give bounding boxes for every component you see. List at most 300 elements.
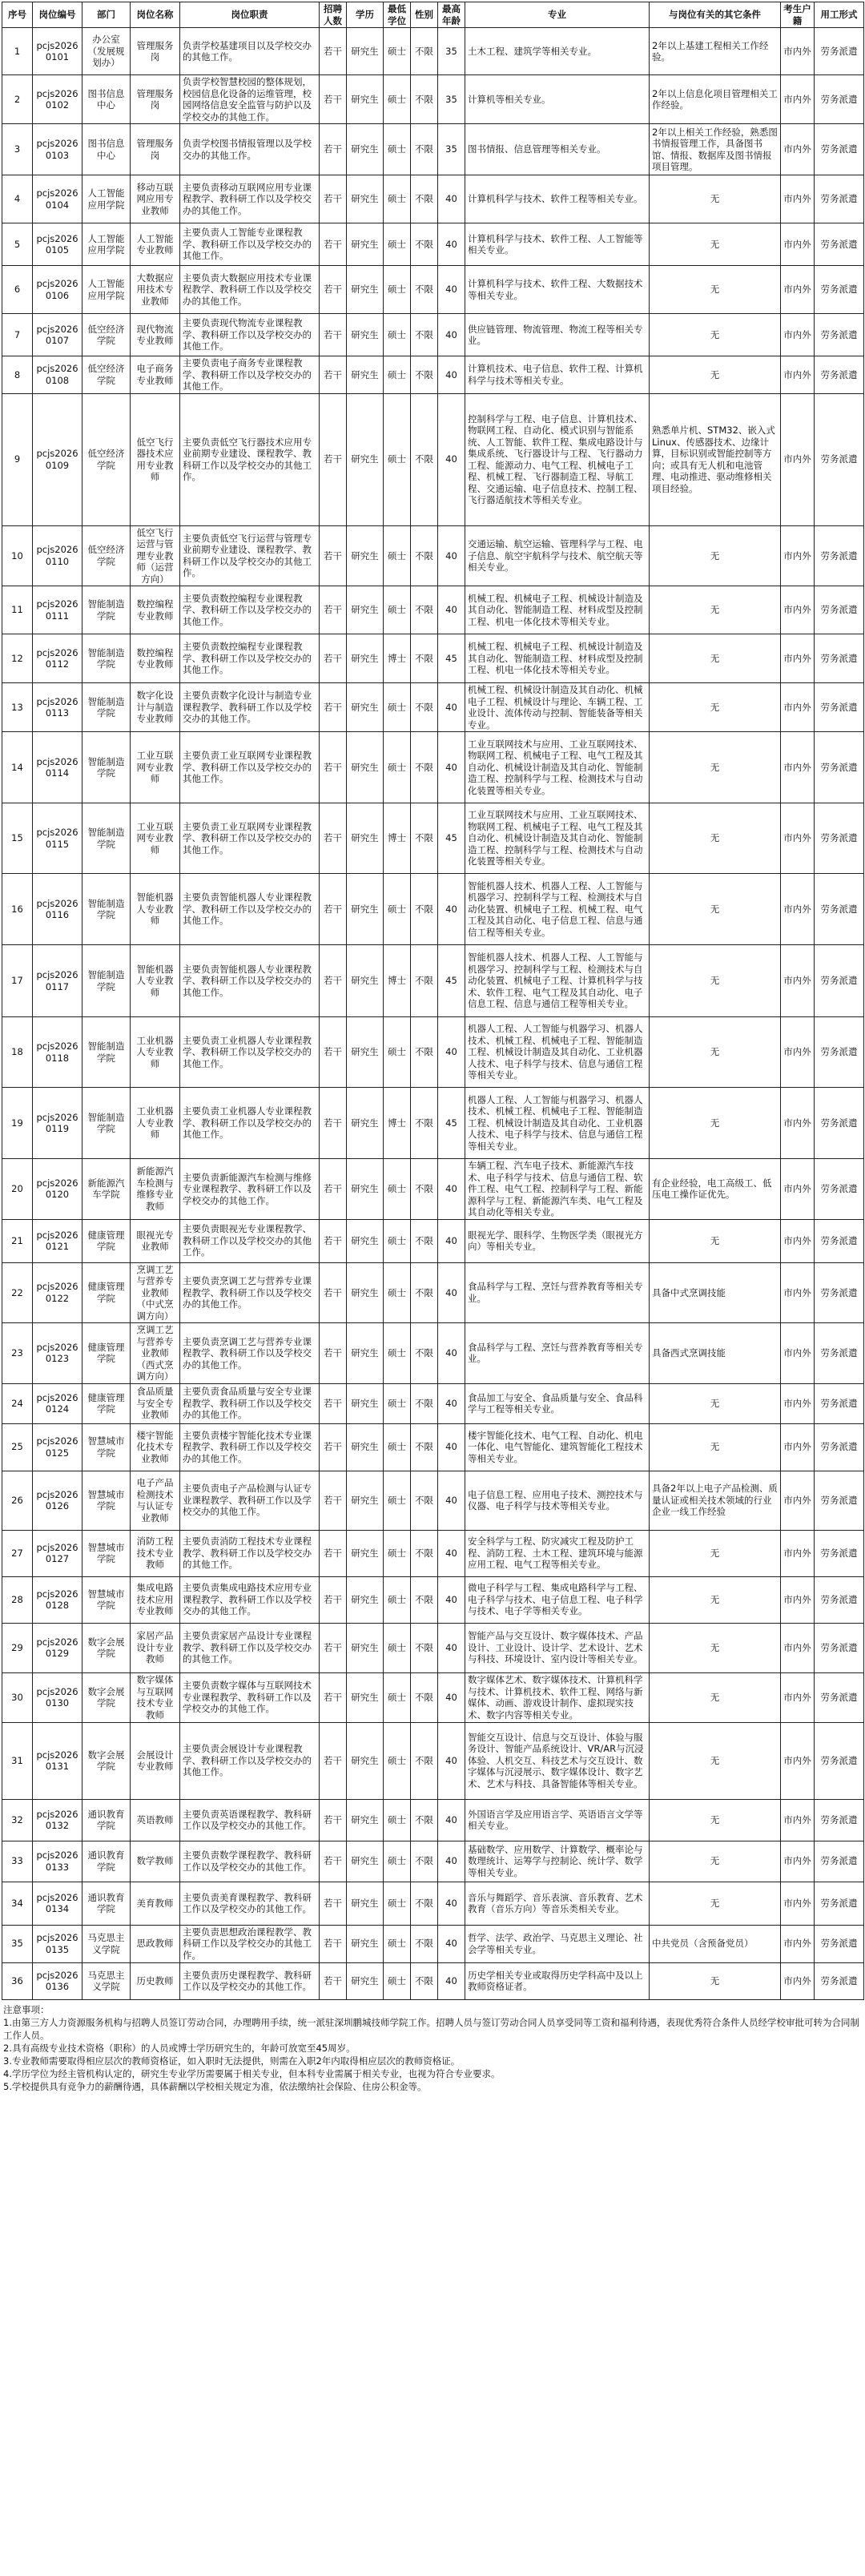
table-cell: 烹调工艺与营养专业教师（中式烹调方向） [131, 1262, 180, 1323]
table-cell: 研究生 [347, 1383, 384, 1423]
table-cell: pcjs20260117 [33, 945, 82, 1017]
table-cell: 24 [2, 1383, 33, 1423]
table-cell: pcjs20260135 [33, 1925, 82, 1962]
table-cell: 负责学校基建项目以及学校交办的其他工作。 [180, 28, 320, 75]
table-cell: 主要负责低空飞行运营与管理专业前期专业建设、课程教学、教科研工作以及学校交办的其他工作。 [180, 525, 320, 586]
table-cell: 不限 [411, 1471, 438, 1530]
table-cell: pcjs20260133 [33, 1841, 82, 1882]
table-cell: 28 [2, 1576, 33, 1623]
table-cell: 主要负责电子商务专业课程教学、教科研工作以及学校交办的其他工作。 [180, 356, 320, 394]
table-cell: 无 [650, 1799, 781, 1841]
table-cell: 若干 [320, 1471, 347, 1530]
table-cell: pcjs20260128 [33, 1576, 82, 1623]
table-cell: 40 [438, 683, 465, 732]
table-cell: 40 [438, 1841, 465, 1882]
table-cell: 工业机器人专业教师 [131, 1088, 180, 1159]
table-cell: 市内外 [781, 266, 815, 314]
table-cell: 劳务派遣 [815, 1841, 864, 1882]
table-cell: 不限 [411, 1323, 438, 1384]
table-cell: 外国语言学及应用语言学、英语语言文学等相关专业。 [465, 1799, 650, 1841]
table-cell: 33 [2, 1841, 33, 1882]
table-cell: 工业互联网专业教师 [131, 803, 180, 874]
table-cell: 智能机器人专业教师 [131, 945, 180, 1017]
table-cell: 低空经济学院 [82, 393, 131, 525]
table-cell: 智能制造学院 [82, 874, 131, 945]
table-cell: 市内外 [781, 124, 815, 175]
table-cell: 眼视光学、眼科学、生物医学类（眼视光方向）等相关专业。 [465, 1219, 650, 1262]
table-cell: 市内外 [781, 1219, 815, 1262]
table-cell: pcjs20260119 [33, 1088, 82, 1159]
table-cell: 研究生 [347, 1722, 384, 1799]
table-cell: 博士 [384, 1088, 411, 1159]
table-cell: 40 [438, 1323, 465, 1384]
table-cell: 无 [650, 586, 781, 634]
table-cell: 主要负责数字媒体与互联网技术专业课程教学、教科研工作以及学校交办的其他工作。 [180, 1672, 320, 1722]
table-cell: 主要负责英语课程教学、教科研工作以及学校交办的其他工作。 [180, 1799, 320, 1841]
table-cell: 劳务派遣 [815, 28, 864, 75]
table-cell: 2 [2, 75, 33, 124]
table-row [2, 175, 864, 223]
table-cell: 市内外 [781, 75, 815, 124]
table-cell: 15 [2, 803, 33, 874]
table-cell: 研究生 [347, 1219, 384, 1262]
table-cell: 若干 [320, 1962, 347, 1999]
table-cell: pcjs20260120 [33, 1159, 82, 1220]
recruitment-document [2, 2, 863, 2093]
table-cell: 若干 [320, 945, 347, 1017]
table-cell: 劳务派遣 [815, 124, 864, 175]
table-cell: pcjs20260103 [33, 124, 82, 175]
table-cell: 现代物流专业教师 [131, 314, 180, 356]
table-row [2, 1672, 864, 1722]
table-cell: 劳务派遣 [815, 1799, 864, 1841]
table-cell: 硕士 [384, 1925, 411, 1962]
table-cell: 40 [438, 1262, 465, 1323]
table-cell: 2年以上信息化项目管理相关工作经验。 [650, 75, 781, 124]
table-cell: 若干 [320, 1530, 347, 1576]
table-cell: 硕士 [384, 266, 411, 314]
table-cell: 不限 [411, 223, 438, 266]
table-cell: 劳务派遣 [815, 803, 864, 874]
column-header: 考生户籍 [781, 2, 815, 28]
table-cell: 无 [650, 175, 781, 223]
table-cell: 26 [2, 1471, 33, 1530]
table-cell: 研究生 [347, 314, 384, 356]
table-cell: 智能制造学院 [82, 1017, 131, 1088]
table-cell: 有企业经验，电工高级工、低压电工操作证优先。 [650, 1159, 781, 1220]
table-row [2, 1576, 864, 1623]
table-cell: pcjs20260110 [33, 525, 82, 586]
table-cell: 具备中式烹调技能 [650, 1262, 781, 1323]
table-cell: 35 [2, 1925, 33, 1962]
table-row [2, 1962, 864, 1999]
table-cell: 无 [650, 1672, 781, 1722]
table-cell: 若干 [320, 393, 347, 525]
table-cell: 不限 [411, 1383, 438, 1423]
table-cell: 23 [2, 1323, 33, 1384]
table-cell: 负责学校图书情报管理以及学校交办的其他工作。 [180, 124, 320, 175]
table-cell: 人工智能应用学院 [82, 266, 131, 314]
table-cell: 主要负责会展设计专业课程教学、教科研工作以及学校交办的其他工作。 [180, 1722, 320, 1799]
table-cell: 劳务派遣 [815, 266, 864, 314]
table-cell: 硕士 [384, 525, 411, 586]
table-row [2, 1423, 864, 1471]
table-cell: 主要负责工业互联网专业课程教学、教科研工作以及学校交办的其他工作。 [180, 803, 320, 874]
table-cell: 40 [438, 732, 465, 803]
table-cell: 主要负责眼视光专业课程教学、教科研工作以及学校交办的其他工作。 [180, 1219, 320, 1262]
table-cell: 无 [650, 1882, 781, 1925]
table-cell: 研究生 [347, 124, 384, 175]
table-cell: 若干 [320, 28, 347, 75]
table-cell: 不限 [411, 1262, 438, 1323]
table-cell: 不限 [411, 266, 438, 314]
table-cell: 会展设计专业教师 [131, 1722, 180, 1799]
column-header: 性别 [411, 2, 438, 28]
table-cell: 智能制造学院 [82, 634, 131, 683]
table-cell: 美育教师 [131, 1882, 180, 1925]
table-cell: 通识教育学院 [82, 1799, 131, 1841]
table-cell: 智能制造学院 [82, 1088, 131, 1159]
table-cell: 硕士 [384, 1017, 411, 1088]
table-cell: 劳务派遣 [815, 1471, 864, 1530]
table-cell: 市内外 [781, 1623, 815, 1672]
table-cell: 智能机器人技术、机器人工程、人工智能与机器学习、控制科学与工程、检测技术与自动化装置、机械电子工程、机械工程、电气工程及其自动化、电子信息工程、信息与通信工程等相关专业。 [465, 874, 650, 945]
table-cell: pcjs20260122 [33, 1262, 82, 1323]
table-cell: 不限 [411, 175, 438, 223]
table-row [2, 1623, 864, 1672]
table-cell: 硕士 [384, 1962, 411, 1999]
note-item: 2.具有高级专业技术资格（职称）的人员或博士学历研究生的，年龄可放宽至45周岁。 [3, 2042, 356, 2054]
table-cell: 智能制造学院 [82, 586, 131, 634]
table-cell: 移动互联网应用专业教师 [131, 175, 180, 223]
table-cell: 智能制造学院 [82, 945, 131, 1017]
table-row [2, 525, 864, 586]
table-cell: 市内外 [781, 732, 815, 803]
table-cell: pcjs20260102 [33, 75, 82, 124]
table-cell: 工业互联网技术与应用、工业互联网技术、物联网工程、机械电子工程、电气工程及其自动化、机械设计制造及其自动化、智能制造工程、控制科学与工程、检测技术与自动化装置等相关专业。 [465, 803, 650, 874]
table-cell: 17 [2, 945, 33, 1017]
table-cell: 主要负责烹调工艺与营养专业课程教学、教科研工作以及学校交办的其他工作。 [180, 1323, 320, 1384]
table-cell: 硕士 [384, 874, 411, 945]
table-cell: 数字会展学院 [82, 1722, 131, 1799]
table-cell: 不限 [411, 634, 438, 683]
table-cell: 若干 [320, 634, 347, 683]
table-cell: 硕士 [384, 1423, 411, 1471]
table-cell: pcjs20260127 [33, 1530, 82, 1576]
table-cell: 硕士 [384, 1841, 411, 1882]
table-cell: 40 [438, 1672, 465, 1722]
table-cell: 不限 [411, 1088, 438, 1159]
table-cell: 19 [2, 1088, 33, 1159]
table-cell: pcjs20260113 [33, 683, 82, 732]
table-cell: 若干 [320, 356, 347, 394]
table-cell: 研究生 [347, 634, 384, 683]
table-cell: 研究生 [347, 803, 384, 874]
table-cell: 40 [438, 266, 465, 314]
table-cell: 14 [2, 732, 33, 803]
table-cell: 研究生 [347, 874, 384, 945]
table-cell: 研究生 [347, 1323, 384, 1384]
table-cell: 管理服务岗 [131, 124, 180, 175]
table-cell: 不限 [411, 1925, 438, 1962]
table-cell: 市内外 [781, 356, 815, 394]
table-cell: 数字化设计与制造专业教师 [131, 683, 180, 732]
table-cell: 劳务派遣 [815, 75, 864, 124]
table-cell: 无 [650, 1017, 781, 1088]
table-cell: 劳务派遣 [815, 874, 864, 945]
table-cell: 主要负责低空飞行器技术应用专业前期专业建设、课程教学、教科研工作以及学校交办的其他工作。 [180, 393, 320, 525]
table-cell: 食品加工与安全、食品质量与安全、食品科学与工程等相关专业。 [465, 1383, 650, 1423]
table-row [2, 1323, 864, 1384]
table-cell: 不限 [411, 28, 438, 75]
table-cell: 主要负责家居产品设计专业课程教学、教科研工作以及学校交办的其他工作。 [180, 1623, 320, 1672]
table-cell: 硕士 [384, 75, 411, 124]
table-cell: 博士 [384, 803, 411, 874]
table-cell: 市内外 [781, 1471, 815, 1530]
table-cell: 5 [2, 223, 33, 266]
table-cell: 硕士 [384, 1882, 411, 1925]
table-cell: 工业互联网专业教师 [131, 732, 180, 803]
table-cell: 无 [650, 266, 781, 314]
table-cell: 不限 [411, 1017, 438, 1088]
table-cell: 无 [650, 314, 781, 356]
table-cell: 电子商务专业教师 [131, 356, 180, 394]
table-cell: 无 [650, 732, 781, 803]
table-cell: 博士 [384, 945, 411, 1017]
table-cell: 劳务派遣 [815, 1962, 864, 1999]
table-cell: 硕士 [384, 1219, 411, 1262]
table-cell: 40 [438, 1925, 465, 1962]
table-cell: 低空经济学院 [82, 356, 131, 394]
table-cell: 机器人工程、人工智能与机器学习、机器人技术、机械工程、机械电子工程、智能制造工程、机械设计制造及其自动化、工业机器人技术、电子科学与技术、信息与通信工程等相关专业。 [465, 1017, 650, 1088]
table-cell: 40 [438, 1530, 465, 1576]
table-cell: 市内外 [781, 28, 815, 75]
table-cell: 劳务派遣 [815, 1530, 864, 1576]
table-cell: 无 [650, 634, 781, 683]
table-cell: 不限 [411, 1841, 438, 1882]
table-cell: 劳务派遣 [815, 1623, 864, 1672]
table-cell: 市内外 [781, 1530, 815, 1576]
table-cell: 40 [438, 1882, 465, 1925]
table-cell: 研究生 [347, 1262, 384, 1323]
table-cell: pcjs20260125 [33, 1423, 82, 1471]
table-cell: 若干 [320, 683, 347, 732]
table-cell: 主要负责数控编程专业课程教学、教科研工作以及学校交办的其他工作。 [180, 586, 320, 634]
table-cell: 主要负责工业互联网专业课程教学、教科研工作以及学校交办的其他工作。 [180, 732, 320, 803]
table-row [2, 1088, 864, 1159]
table-cell: 劳务派遣 [815, 945, 864, 1017]
table-cell: 研究生 [347, 732, 384, 803]
table-cell: 硕士 [384, 586, 411, 634]
table-cell: 2年以上相关工作经验，熟悉图书情报管理工作，具备图书馆、情报、数据库及图书情报项目管理。 [650, 124, 781, 175]
table-cell: 不限 [411, 1423, 438, 1471]
table-cell: pcjs20260107 [33, 314, 82, 356]
table-row [2, 393, 864, 525]
table-cell: 主要负责现代物流专业课程教学、教科研工作以及学校交办的其他工作。 [180, 314, 320, 356]
table-cell: 研究生 [347, 1882, 384, 1925]
table-cell: 大数据应用技术专业教师 [131, 266, 180, 314]
table-cell: 主要负责思想政治课程教学、教科研工作以及学校交办的其他工作。 [180, 1925, 320, 1962]
table-row [2, 1159, 864, 1220]
table-cell: 硕士 [384, 1530, 411, 1576]
table-cell: pcjs20260116 [33, 874, 82, 945]
table-cell: 市内外 [781, 223, 815, 266]
table-cell: 研究生 [347, 1576, 384, 1623]
table-cell: 主要负责数学课程教学、教科研工作以及学校交办的其他工作。 [180, 1841, 320, 1882]
table-cell: 不限 [411, 732, 438, 803]
table-row [2, 1219, 864, 1262]
table-cell: 劳务派遣 [815, 223, 864, 266]
table-cell: 若干 [320, 874, 347, 945]
column-header: 用工形式 [815, 2, 864, 28]
table-cell: 硕士 [384, 1262, 411, 1323]
table-cell: 管理服务岗 [131, 75, 180, 124]
table-cell: 35 [438, 75, 465, 124]
table-cell: 熟悉单片机、STM32、嵌入式Linux、传感器技术、边缘计算，目标识别或智能控制等方向；或具有无人机和电池管理、电动推进、驱动维修相关项目经验。 [650, 393, 781, 525]
table-cell: 市内外 [781, 1962, 815, 1999]
table-cell: 主要负责智能机器人专业课程教学、教科研工作以及学校交办的其他工作。 [180, 874, 320, 945]
table-cell: 主要负责楼宇智能化技术专业课程教学、教科研工作以及学校交办的其他工作。 [180, 1423, 320, 1471]
column-header: 岗位编号 [33, 2, 82, 28]
note-item: 4.学历学位为经主管机构认定的，研究生专业学历需要属于相关专业，但本科专业需属于相关专业，也视为符合专业要求。 [3, 2067, 501, 2079]
table-cell: 13 [2, 683, 33, 732]
table-cell: 若干 [320, 1925, 347, 1962]
table-cell: 无 [650, 1383, 781, 1423]
table-cell: 不限 [411, 1962, 438, 1999]
table-cell: 研究生 [347, 1017, 384, 1088]
recruitment-table [2, 2, 864, 2000]
table-cell: 劳务派遣 [815, 314, 864, 356]
table-cell: 不限 [411, 586, 438, 634]
table-row [2, 1383, 864, 1423]
table-cell: 数字媒体艺术、数字媒体技术、计算机科学与技术、计算机技术、软件工程、网络与新媒体、动画、游戏设计制作、虚拟现实技术、数字内容等相关专业。 [465, 1672, 650, 1722]
table-cell: 不限 [411, 356, 438, 394]
table-cell: 智能机器人专业教师 [131, 874, 180, 945]
table-cell: 劳务派遣 [815, 1219, 864, 1262]
table-cell: 若干 [320, 1088, 347, 1159]
table-cell: 40 [438, 525, 465, 586]
table-cell: 市内外 [781, 1672, 815, 1722]
table-cell: 劳务派遣 [815, 1882, 864, 1925]
table-row [2, 586, 864, 634]
table-cell: 硕士 [384, 223, 411, 266]
table-cell: 不限 [411, 945, 438, 1017]
table-cell: 图书信息中心 [82, 124, 131, 175]
table-cell: 21 [2, 1219, 33, 1262]
table-cell: 市内外 [781, 525, 815, 586]
table-cell: 硕士 [384, 124, 411, 175]
table-cell: 劳务派遣 [815, 1576, 864, 1623]
table-header-row [2, 2, 864, 28]
table-cell: 硕士 [384, 1159, 411, 1220]
table-cell: 硕士 [384, 1383, 411, 1423]
table-cell: 低空飞行器技术应用专业教师 [131, 393, 180, 525]
table-cell: 主要负责美育课程教学、教科研工作以及学校交办的其他工作。 [180, 1882, 320, 1925]
table-cell: 40 [438, 1722, 465, 1799]
table-cell: 硕士 [384, 732, 411, 803]
table-cell: 计算机科学与技术、软件工程等相关专业。 [465, 175, 650, 223]
table-cell: 若干 [320, 1159, 347, 1220]
column-header: 最高年龄 [438, 2, 465, 28]
table-cell: 研究生 [347, 393, 384, 525]
table-cell: 烹调工艺与营养专业教师（西式烹调方向） [131, 1323, 180, 1384]
table-cell: pcjs20260134 [33, 1882, 82, 1925]
table-cell: 机械工程、机械电子工程、机械设计制造及其自动化、智能制造工程、材料成型及控制工程、机电一体化技术等相关专业。 [465, 634, 650, 683]
table-cell: 智能制造学院 [82, 732, 131, 803]
table-cell: 劳务派遣 [815, 1262, 864, 1323]
table-cell: 无 [650, 1841, 781, 1882]
table-cell: 智慧城市学院 [82, 1576, 131, 1623]
table-cell: 市内外 [781, 945, 815, 1017]
table-cell: 不限 [411, 1576, 438, 1623]
note-item: 3.专业教师需要取得相应层次的教师资格证，如入职时无法提供，则需在入职2年内取得相应层次的教师资格证。 [3, 2055, 461, 2067]
table-cell: 研究生 [347, 586, 384, 634]
table-cell: 微电子科学与工程、集成电路科学与工程、电子科学与技术、电子信息工程、电子科学与技术、电子学等相关专业。 [465, 1576, 650, 1623]
table-row [2, 683, 864, 732]
table-cell: 数字会展学院 [82, 1623, 131, 1672]
table-cell: 不限 [411, 124, 438, 175]
table-cell: 消防工程技术专业教师 [131, 1530, 180, 1576]
table-cell: pcjs20260108 [33, 356, 82, 394]
table-cell: 30 [2, 1672, 33, 1722]
column-header: 岗位职责 [180, 2, 320, 28]
table-row [2, 803, 864, 874]
table-cell: 若干 [320, 175, 347, 223]
table-cell: 负责学校智慧校园的整体规划，校园信息化设备的运维管理，校园网络信息安全监管与防护以及学校交办的其他工作。 [180, 75, 320, 124]
notes-title: 注意事项： [3, 2003, 50, 2015]
table-cell: 劳务派遣 [815, 634, 864, 683]
table-cell: 具备2年以上电子产品检测、质量认证或相关技术领域的行业企业一线工作经验 [650, 1471, 781, 1530]
table-row [2, 223, 864, 266]
table-cell: 低空经济学院 [82, 314, 131, 356]
table-row [2, 1882, 864, 1925]
table-cell: 硕士 [384, 683, 411, 732]
table-row [2, 356, 864, 394]
table-cell: 若干 [320, 1262, 347, 1323]
table-cell: 劳务派遣 [815, 393, 864, 525]
table-cell: 不限 [411, 1722, 438, 1799]
table-cell: 市内外 [781, 393, 815, 525]
column-header: 招聘人数 [320, 2, 347, 28]
table-cell: 无 [650, 1576, 781, 1623]
table-row [2, 124, 864, 175]
table-row [2, 1841, 864, 1882]
table-cell: 家居产品设计专业教师 [131, 1623, 180, 1672]
table-cell: 主要负责数控编程专业课程教学、教科研工作以及学校交办的其他工作。 [180, 634, 320, 683]
table-cell: 劳务派遣 [815, 1925, 864, 1962]
table-cell: 市内外 [781, 1925, 815, 1962]
table-cell: 主要负责电子产品检测与认证专业课程教学、教科研工作以及学校交办的其他工作。 [180, 1471, 320, 1530]
column-header: 专业 [465, 2, 650, 28]
table-cell: 研究生 [347, 1423, 384, 1471]
table-cell: pcjs20260118 [33, 1017, 82, 1088]
table-cell: 数字媒体与互联网技术专业教师 [131, 1672, 180, 1722]
table-cell: 市内外 [781, 586, 815, 634]
column-header: 序号 [2, 2, 33, 28]
table-cell: 硕士 [384, 393, 411, 525]
table-cell: 智慧城市学院 [82, 1530, 131, 1576]
table-cell: 31 [2, 1722, 33, 1799]
column-header: 学历 [347, 2, 384, 28]
table-cell: 博士 [384, 634, 411, 683]
table-cell: 22 [2, 1262, 33, 1323]
table-cell: pcjs20260131 [33, 1722, 82, 1799]
table-cell: 主要负责工业机器人专业课程教学、教科研工作以及学校交办的其他工作。 [180, 1017, 320, 1088]
table-cell: 历史教师 [131, 1962, 180, 1999]
table-cell: 音乐与舞蹈学、音乐表演、音乐教育、艺术教育（音乐方向）等音乐类相关专业。 [465, 1882, 650, 1925]
table-cell: 劳务派遣 [815, 175, 864, 223]
table-cell: 楼宇智能化技术、电气工程、自动化、机电一体化、电气智能化、建筑智能化工程技术等相关专业。 [465, 1423, 650, 1471]
